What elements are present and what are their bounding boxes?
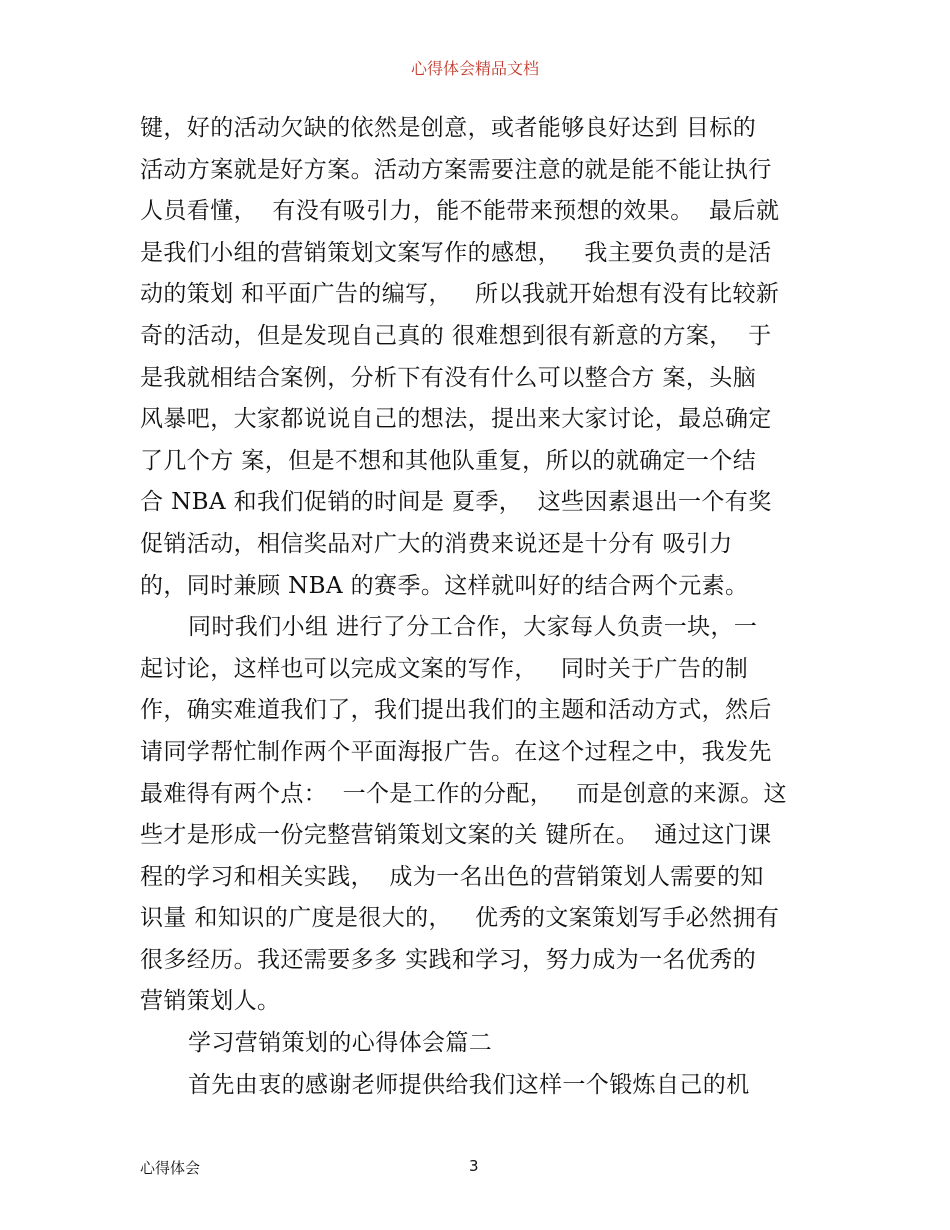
text-line: 程的学习和相关实践， 成为一名出色的营销策划人需要的知 xyxy=(140,863,764,890)
text-line: 人员看懂， 有没有吸引力，能不能带来预想的效果。 最后就 xyxy=(140,198,780,225)
text-line: 奇的活动，但是发现自己真的 很难想到很有新意的方案， 于 xyxy=(140,322,772,349)
text-line: 促销活动，相信奖品对广大的消费来说还是十分有 吸引力 xyxy=(140,530,733,557)
text-line: 起讨论，这样也可以完成文案的写作， 同时关于广告的制 xyxy=(140,655,749,682)
text-line: 动的策划 和平面广告的编写， 所以我就开始想有没有比较新 xyxy=(140,281,780,308)
text-line: 是我就相结合案例，分析下有没有什么可以整合方 案，头脑 xyxy=(140,364,757,391)
text-line: 最难得有两个点： 一个是工作的分配， 而是创意的来源。这 xyxy=(140,780,787,807)
text-line: 作，确实难道我们了，我们提出我们的主题和活动方式，然后 xyxy=(140,697,772,724)
footer-label: 心得体会 xyxy=(140,1159,201,1177)
text-line: 键，好的活动欠缺的依然是创意，或者能够良好达到 目标的 xyxy=(140,115,757,141)
paragraph-start-line: 同时我们小组 进行了分工合作，大家每人负责一块，一 xyxy=(188,614,758,641)
text-line: 请同学帮忙制作两个平面海报广告。在这个过程之中，我发先 xyxy=(140,738,772,765)
document-header-title: 心得体会精品文档 xyxy=(410,59,539,78)
text-line: 营销策划人。 xyxy=(140,988,281,1015)
paragraph-start-line: 首先由衷的感谢老师提供给我们这样一个锻炼自己的机 xyxy=(188,1071,750,1098)
page-number: 3 xyxy=(469,1157,479,1175)
text-line: 些才是形成一份完整营销策划文案的关 键所在。 通过这门课 xyxy=(140,822,772,849)
text-line: 活动方案就是好方案。活动方案需要注意的就是能不能让执行 xyxy=(140,156,772,183)
text-line: 很多经历。我还需要多多 实践和学习，努力成为一名优秀的 xyxy=(140,946,757,973)
section-heading: 学习营销策划的心得体会篇二 xyxy=(188,1030,493,1057)
document-body xyxy=(140,108,830,1106)
text-line: 合 NBA 和我们促销的时间是 夏季， 这些因素退出一个有奖 xyxy=(140,489,772,516)
text-line: 的，同时兼顾 NBA 的赛季。这样就叫好的结合两个元素。 xyxy=(140,572,749,599)
text-line: 了几个方 案，但是不想和其他队重复，所以的就确定一个结 xyxy=(140,447,757,474)
text-line: 是我们小组的营销策划文案写作的感想， 我主要负责的是活 xyxy=(140,239,772,266)
text-line: 风暴吧，大家都说说自己的想法，提出来大家讨论，最总确定 xyxy=(140,406,772,433)
text-line: 识量 和知识的广度是很大的， 优秀的文案策划写手必然拥有 xyxy=(140,905,780,932)
